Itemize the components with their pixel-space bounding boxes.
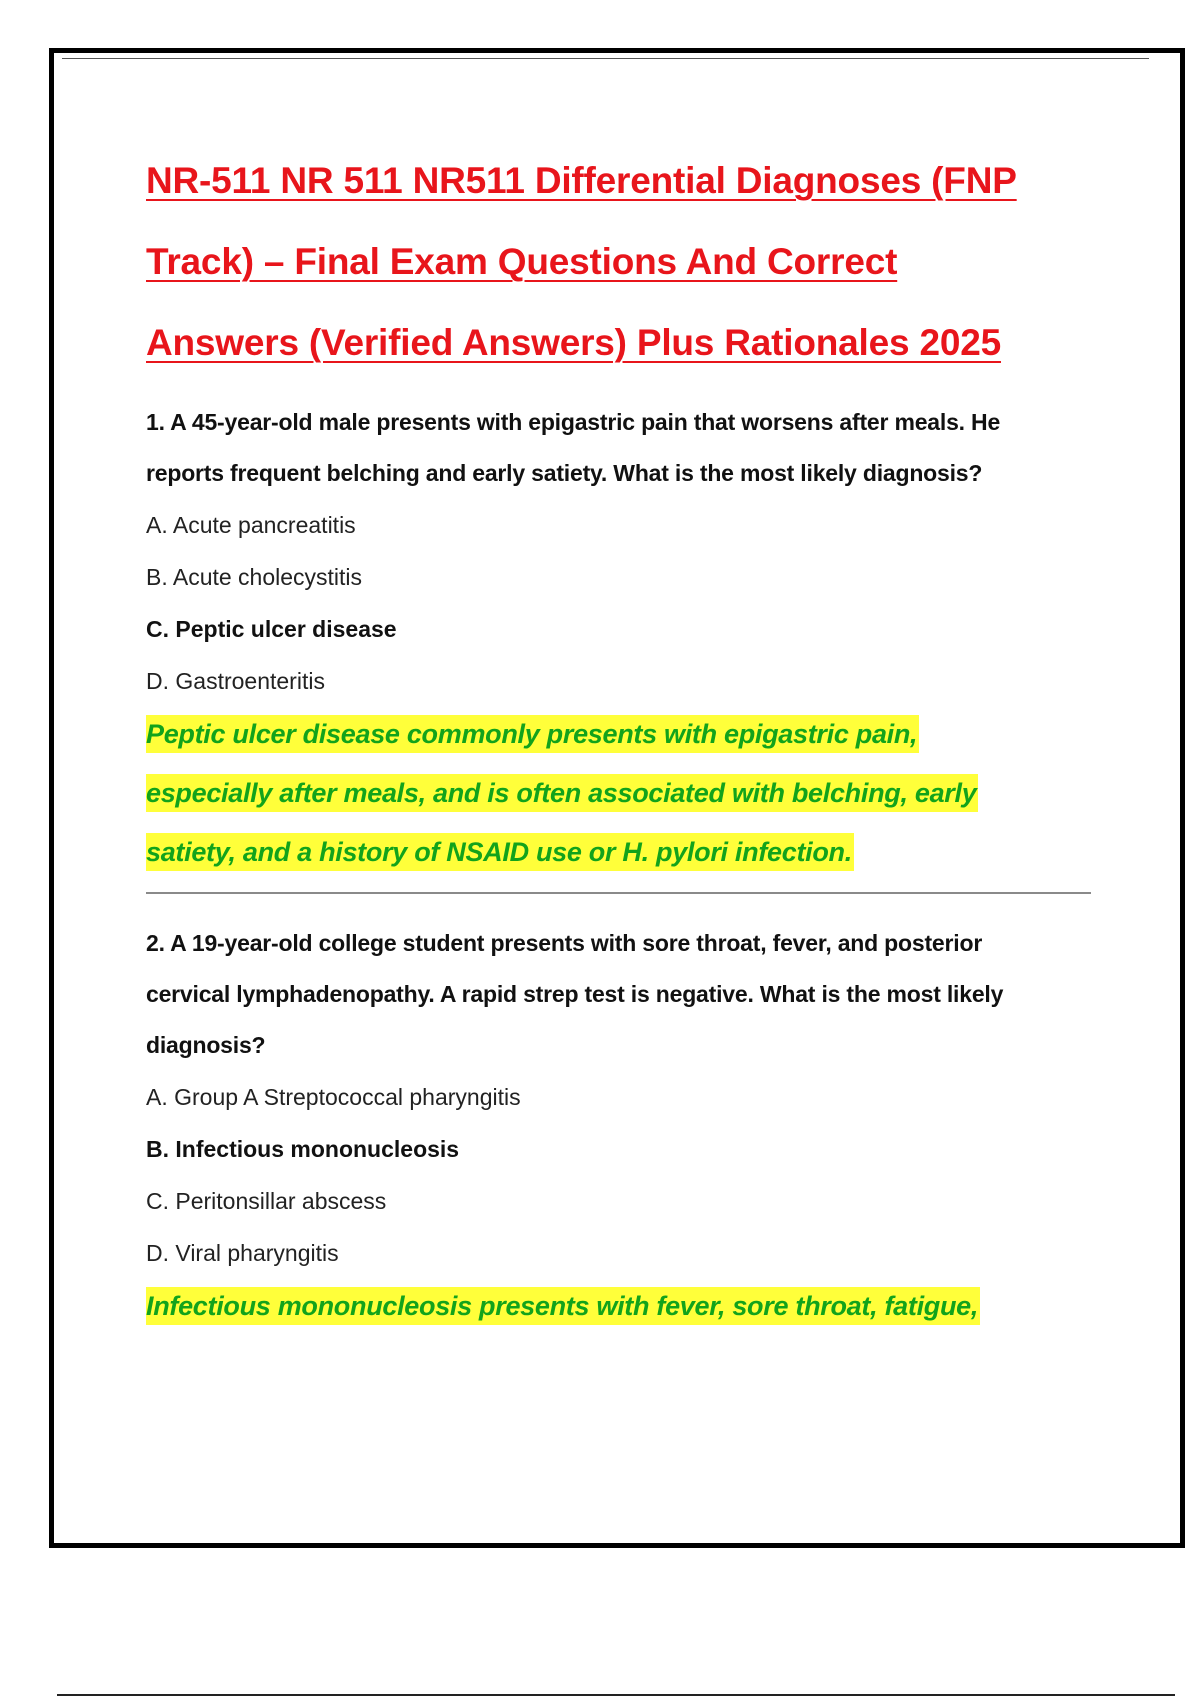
- bottom-rule: [57, 1694, 1175, 1696]
- option-b-correct: B. Infectious mononucleosis: [146, 1136, 460, 1162]
- stem-line: cervical lymphadenopathy. A rapid strep test is negative. What is the most likely: [146, 981, 1004, 1007]
- option-b: B. Acute cholecystitis: [146, 564, 363, 590]
- rationale: [146, 1287, 1096, 1325]
- option-a: A. Acute pancreatitis: [146, 512, 356, 538]
- rationale-line: satiety, and a history of NSAID use or H. pylori infection.: [146, 833, 854, 871]
- option-a: A. Group A Streptococcal pharyngitis: [146, 1084, 521, 1110]
- question-divider: [146, 892, 1091, 894]
- question-stem: [146, 918, 1096, 1071]
- question-1: [146, 397, 1096, 871]
- document-title: [146, 140, 1096, 383]
- rationale-line: Peptic ulcer disease commonly presents with epigastric pain,: [146, 715, 919, 753]
- stem-line: diagnosis?: [146, 1032, 266, 1058]
- rationale-line: especially after meals, and is often associated with belching, early: [146, 774, 978, 812]
- stem-line: 1. A 45-year-old male presents with epigastric pain that worsens after meals. He: [146, 409, 1001, 435]
- title-line-3: Answers (Verified Answers) Plus Rationales 2025: [146, 322, 1001, 363]
- stem-line: 2. A 19-year-old college student presents with sore throat, fever, and posterior: [146, 930, 983, 956]
- rationale: [146, 715, 1096, 871]
- question-stem: [146, 397, 1096, 499]
- option-c: C. Peritonsillar abscess: [146, 1188, 387, 1214]
- title-line-1: NR-511 NR 511 NR511 Differential Diagnoses (FNP: [146, 160, 1017, 201]
- question-2: [146, 918, 1096, 1325]
- option-c-correct: C. Peptic ulcer disease: [146, 616, 397, 642]
- stem-line: reports frequent belching and early satiety. What is the most likely diagnosis?: [146, 460, 983, 486]
- option-d: D. Viral pharyngitis: [146, 1240, 339, 1266]
- rationale-line: Infectious mononucleosis presents with fever, sore throat, fatigue,: [146, 1287, 980, 1325]
- option-d: D. Gastroenteritis: [146, 668, 325, 694]
- document-body: [146, 140, 1096, 1346]
- title-line-2: Track) – Final Exam Questions And Correct: [146, 241, 898, 282]
- top-rule: [62, 58, 1149, 59]
